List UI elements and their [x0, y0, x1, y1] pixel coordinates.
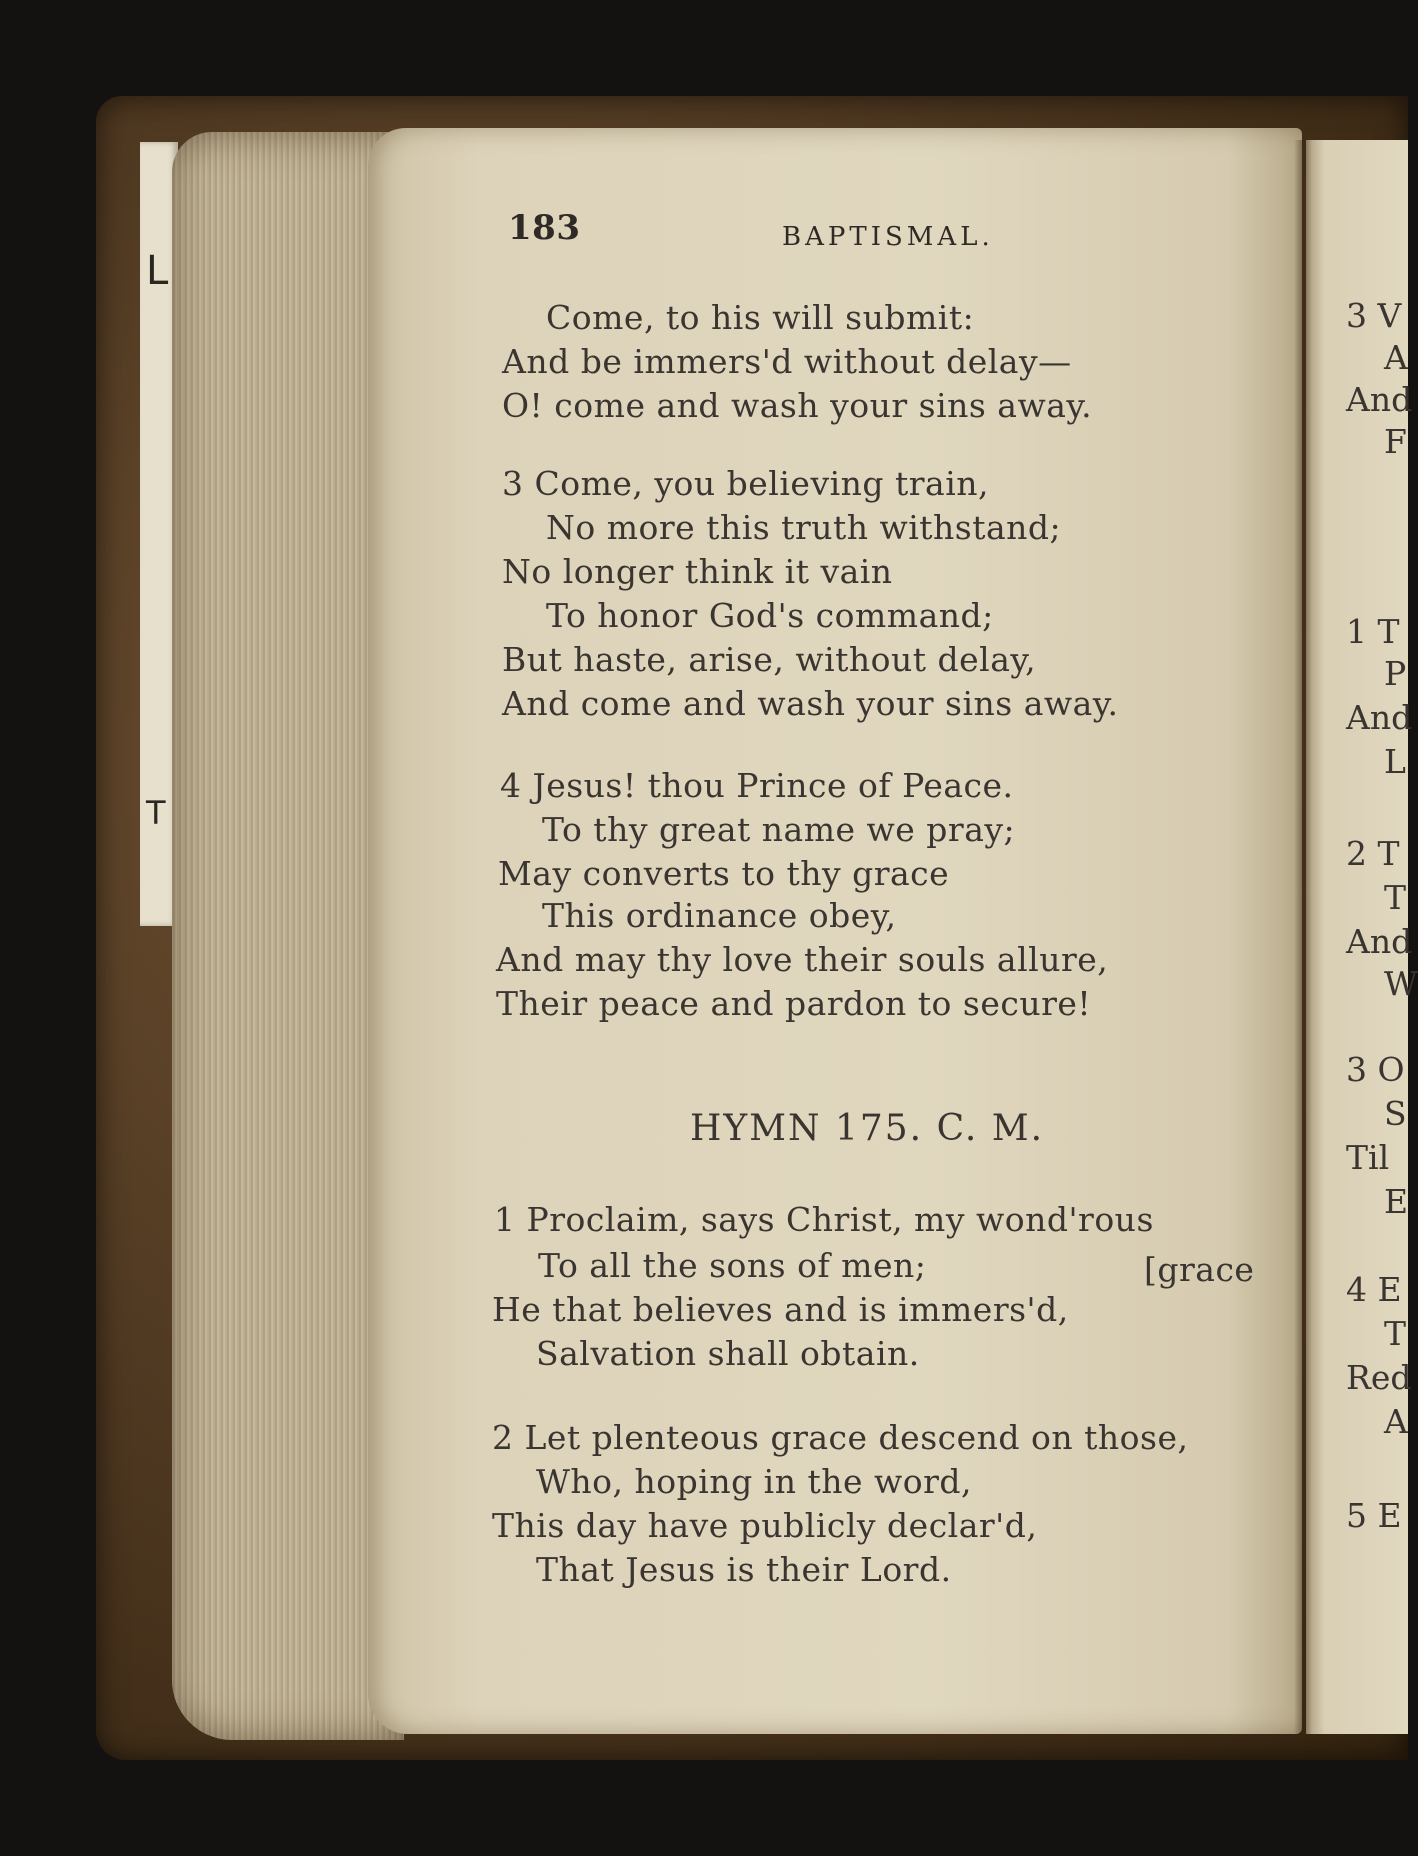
strip-letter: T [146, 794, 166, 832]
facing-page-fragment: A [1384, 338, 1408, 377]
facing-page-fragment: And [1346, 698, 1413, 737]
facing-page-fragment: Red [1346, 1358, 1412, 1397]
facing-page-fragment: 2 T [1346, 834, 1400, 873]
verse-line: No longer think it vain [502, 552, 893, 591]
facing-page-fragment: 1 T [1346, 612, 1400, 651]
verse-line: Who, hoping in the word, [536, 1462, 973, 1501]
verse-line: This day have publicly declar'd, [492, 1506, 1038, 1545]
facing-page-fragment: S [1384, 1094, 1407, 1133]
facing-page-fragment: 4 E [1346, 1270, 1402, 1309]
page-number: 183 [508, 208, 581, 248]
verse-line: This ordinance obey, [542, 896, 897, 935]
verse-line: And come and wash your sins away. [502, 684, 1119, 723]
page-gutter [1294, 140, 1312, 1734]
facing-page-fragment: A [1384, 1402, 1408, 1441]
facing-page-fragment: E [1384, 1182, 1409, 1221]
verse-line: 2 Let plenteous grace descend on those, [492, 1418, 1189, 1457]
facing-page-fragment: P [1384, 654, 1407, 693]
verse-line: No more this truth withstand; [546, 508, 1062, 547]
strip-letter: L [146, 248, 169, 294]
verse-line: To all the sons of men; [538, 1246, 927, 1285]
verse-line: And may thy love their souls allure, [496, 940, 1109, 979]
verse-line: But haste, arise, without delay, [502, 640, 1037, 679]
hymn-heading: HYMN 175. C. M. [690, 1108, 1045, 1149]
verse-line-overflow: [grace [1144, 1250, 1255, 1289]
verse-line: To honor God's command; [546, 596, 994, 635]
facing-page-fragment: And [1346, 380, 1413, 419]
verse-line: 4 Jesus! thou Prince of Peace. [500, 766, 1014, 805]
facing-page-fragment: W [1384, 964, 1418, 1003]
verse-line: Come, to his will submit: [546, 298, 975, 337]
facing-page-fragment: 5 E [1346, 1496, 1402, 1535]
facing-page-fragment: F [1384, 422, 1407, 461]
facing-page-fragment: 3 O [1346, 1050, 1405, 1089]
verse-line: That Jesus is their Lord. [536, 1550, 952, 1589]
facing-page-fragment: Til [1346, 1138, 1390, 1177]
verse-line: And be immers'd without delay— [502, 342, 1072, 381]
facing-page-fragment: 3 V [1346, 296, 1402, 335]
facing-page-fragment: And [1346, 922, 1413, 961]
verse-line: O! come and wash your sins away. [502, 386, 1093, 425]
verse-line: Salvation shall obtain. [536, 1334, 920, 1373]
verse-line: To thy great name we pray; [542, 810, 1016, 849]
verse-line: He that believes and is immers'd, [492, 1290, 1069, 1329]
running-head: BAPTISMAL. [782, 222, 994, 252]
facing-page-fragment: T [1384, 878, 1407, 917]
verse-line: 1 Proclaim, says Christ, my wond'rous [494, 1200, 1154, 1239]
verse-line: 3 Come, you believing train, [502, 464, 990, 503]
facing-page-fragment: L [1384, 742, 1406, 781]
facing-page-fragment: T [1384, 1314, 1407, 1353]
verse-line: Their peace and pardon to secure! [496, 984, 1092, 1023]
verse-line: May converts to thy grace [498, 854, 950, 893]
